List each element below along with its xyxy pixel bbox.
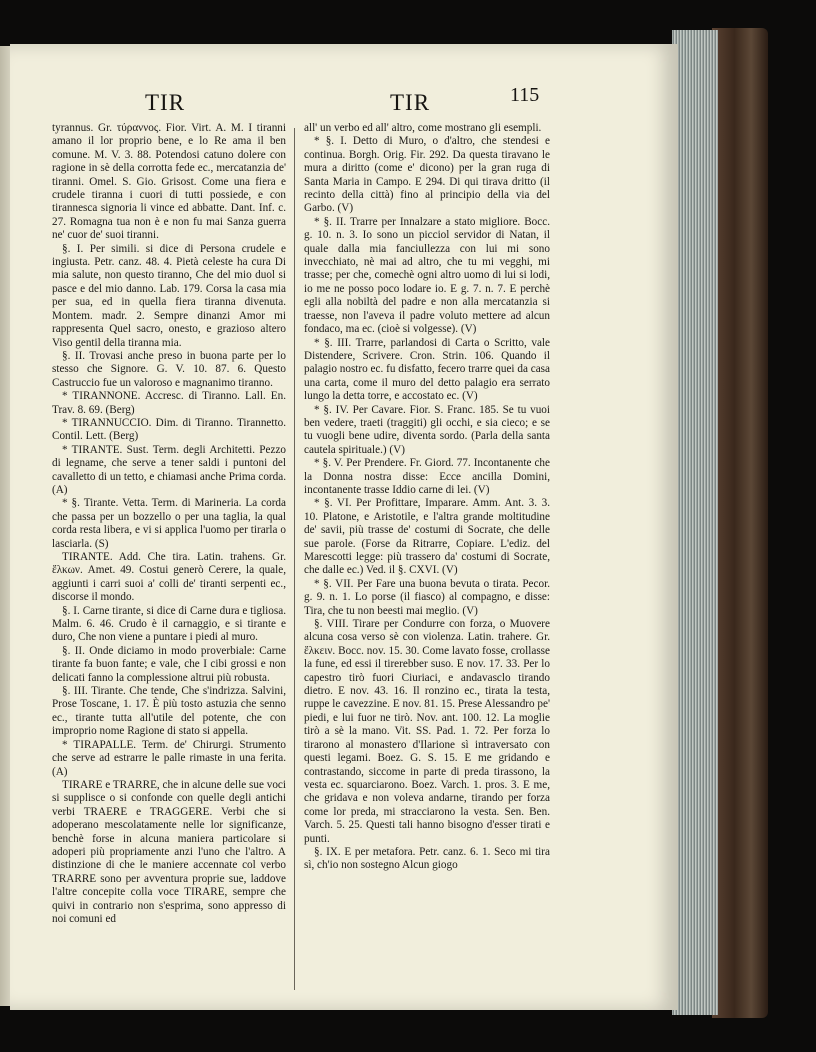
text-column-right bbox=[304, 122, 550, 873]
entry-paragraph: §. II. Trovasi anche preso in buona parte per lo stesso che Signore. G. V. 10. 87. 6. Questo Castruccio fue un valoroso e magnanimo tiranno. bbox=[52, 349, 286, 389]
entry-paragraph: TIRARE e TRARRE, che in alcune delle sue voci si supplisce o si confonde con quelle degli antichi verbi TRAERE e TRAGGERE. Verbi che si adoperano mescolatamente nelle lor significanze, benchè forse in alcuna maniera particolare si adoperi più propriamente anzi l'uno che l'altro. A distinzione di che le maniere accennate col verbo TRARRE sono per avventura proprie sue, laddove l'altre concepite colla voce TIRARE, sempre che quivi in contrario non s'esprima, sono appresso di noi comuni ed bbox=[52, 778, 286, 925]
book-cover bbox=[712, 28, 768, 1018]
entry-paragraph: * TIRANNONE. Accresc. di Tiranno. Lall. En. Trav. 8. 69. (Berg) bbox=[52, 390, 286, 416]
entry-paragraph: §. I. Per simili. si dice di Persona crudele e ingiusta. Petr. canz. 48. 4. Pietà celeste ha cura Di mia salute, non questo tiranno, Che del mio duol si pasce e del mio danno. Lab. 179. Corsa la casa mia per sua, ed in quella fiera tiranna divenuta. Montem. madr. 2. Sempre dinanzi Amor mi rappresenta Quel sacro, onesto, e grazioso altero Viso gentil della tiranna mia. bbox=[52, 242, 286, 349]
entry-paragraph: * §. VII. Per Fare una buona bevuta o tirata. Pecor. g. 9. n. 1. Lo porse (il fiasco) al compagno, e disse: Tira, che tu non beesti mai meglio. (V) bbox=[304, 577, 550, 617]
entry-paragraph: tyrannus. Gr. τύραννος. Fior. Virt. A. M. I tiranni amano il lor proprio bene, e lo Re ama il ben comune. M. V. 3. 88. Potendosi catuno dolere con ragione in sè della corrotta fede ec., mercatanzia de' tiranni. Omel. S. Gio. Grisost. Come una fiera e crudele tiranna i cuori di tutti possiede, e con tirannesca signoria li vince ed abbatte. Dant. Inf. c. 27. Romagna tua non è e non fu mai Sanza guerra ne' cuor de' suoi tiranni. bbox=[52, 122, 286, 242]
column-divider bbox=[294, 128, 295, 990]
entry-paragraph: §. VIII. Tirare per Condurre con forza, o Muovere alcuna cosa verso sè con violenza. Latin. trahere. Gr. ἕλκειν. Bocc. nov. 15. 30. Come lavato fosse, crollasse la fune, ed essi il tirerebber suso. E nov. 17. 33. Per lo capestro tirò fuori Ciuriaci, e andavasclo tirando dietro. E nov. 43. 16. Il ronzino ec., tirata la testa, ruppe le cavezzine. E nov. 81. 15. Prese Alessandro pe' piedi, e lui fuor ne tirò. Nov. ant. 100. 12. La moglie tirò a sè la mano. Vit. SS. Pad. 1. 72. Per forza lo tirarono al monastero d'Ilarione sì intraversato con questi legami. Boez. G. S. 15. E me gridando e contrastando, siccome in parte di preda tirassono, la vesta ec. squarciarono. Boez. Varch. 1. pros. 3. E me, che gridava e non voleva andarne, tirando per forza come lor preda, mi stracciarono la vesta. Sen. Ben. Varch. 5. 25. Questi tali hanno bisogno d'esser tirati e punti. bbox=[304, 618, 550, 845]
entry-paragraph: §. II. Onde diciamo in modo proverbiale: Carne tirante fa buon fante; e vale, che I cibi grossi e non delicati fanno la complessione altrui più robusta. bbox=[52, 644, 286, 684]
entry-paragraph: §. III. Tirante. Che tende, Che s'indrizza. Salvini, Prose Toscane, 1. 17. È più tosto astuzia che senno ec., tirante tutta all'utile del potente, che con improprio nome Ragione di stato si appella. bbox=[52, 685, 286, 738]
entry-paragraph: * TIRANNUCCIO. Dim. di Tiranno. Tirannetto. Contil. Lett. (Berg) bbox=[52, 416, 286, 443]
entry-paragraph: * §. I. Detto di Muro, o d'altro, che stendesi e continua. Borgh. Orig. Fir. 292. Da questa tiravano le mura a diritto (come e' dicono) per la gran ruga di Santa Maria in Campo. E 294. Di qui tirava dritto (il recinto della città) fino al principio della via del Garbo. (V) bbox=[304, 135, 550, 215]
book-page bbox=[10, 44, 678, 1010]
entry-paragraph: * TIRANTE. Sust. Term. degli Architetti. Pezzo di legname, che serve a tener saldi i puntoni del cavalletto di un tetto, e chiamasi anche Prima corda. (A) bbox=[52, 443, 286, 496]
entry-paragraph: * §. III. Trarre, parlandosi di Carta o Scritto, vale Distendere, Scrivere. Cron. Strin. 106. Quando il palagio nostro ec. fu disfatto, fecero trarre quei da casa una carta, come il muro del detto palagio era serrato lungo la detta torre, e accostato ec. (V) bbox=[304, 336, 550, 403]
page-number: 115 bbox=[510, 84, 540, 106]
entry-paragraph: * §. II. Trarre per Innalzare a stato migliore. Bocc. g. 10. n. 3. Io sono un picciol servidor di Natan, il quale dalla mia fanciullezza con lui mi sono invecchiato, nè mai ad altro, che tu mi vegghi, mi trasse; per che, comechè ogni altro uomo di lui si lodi, io me ne posso poco lodare io. E g. 7. n. 7. E perchè egli alla nobiltà del padre e non alla mercatanzia si traesse, non l'aveva il padre voluto mettere ad alcun fondaco, ma ec. (cioè si volgesse). (V) bbox=[304, 215, 550, 336]
entry-paragraph: * §. VI. Per Profittare, Imparare. Amm. Ant. 3. 3. 10. Platone, e Aristotile, e l'altra grande moltitudine de' savii, più trasse de' costumi di Socrate, che delle sue parole. (Forse da Ritrarre, Copiare. L'ediz. del Marescotti legge: più trassero da' costumi di Socrate, che dalle ec.) Ved. il §. CXVI. (V) bbox=[304, 497, 550, 577]
entry-paragraph: * §. Tirante. Vetta. Term. di Marineria. La corda che passa per un bozzello o per una taglia, la qual corda resta libera, e vi si applica l'uomo per tirarla o lasciarla. (S) bbox=[52, 497, 286, 550]
entry-paragraph: * §. V. Per Prendere. Fr. Giord. 77. Incontanente che la Donna nostra disse: Ecce ancilla Domini, incontanente trasse Iddio carne di lei. (V) bbox=[304, 457, 550, 496]
entry-paragraph: §. IX. E per metafora. Petr. canz. 6. 1. Seco mi tira sì, ch'io non sostegno Alcun giogo bbox=[304, 845, 550, 872]
entry-paragraph: * TIRAPALLE. Term. de' Chirurgi. Strumento che serve ad estrarre le palle rimaste in una ferita. (A) bbox=[52, 738, 286, 778]
entry-paragraph: TIRANTE. Add. Che tira. Latin. trahens. Gr. ἕλκων. Amet. 49. Costui generò Cerere, la quale, aggiunti i carri suoi a' colli de' tiranti serpenti ec., discorse il mondo. bbox=[52, 551, 286, 604]
running-head-right: TIR bbox=[390, 90, 431, 115]
entry-paragraph: * §. IV. Per Cavare. Fior. S. Franc. 185. Se tu vuoi ben vedere, traeti (traggiti) gli occhi, e sia cieco; e se tu vuogli bene udire, diventa sordo. (Parla della santa cautela spirituale.) (V) bbox=[304, 403, 550, 456]
entry-paragraph: §. I. Carne tirante, si dice di Carne dura e tigliosa. Malm. 6. 46. Crudo è il carnaggio, e si tirante e duro, Che non viene a puntare i piedi al muro. bbox=[52, 604, 286, 644]
page-fore-edge bbox=[672, 30, 718, 1015]
entry-paragraph: all' un verbo ed all' altro, come mostrano gli esempli. bbox=[304, 122, 542, 134]
running-head-left: TIR bbox=[145, 90, 186, 115]
text-column-left bbox=[52, 122, 286, 926]
